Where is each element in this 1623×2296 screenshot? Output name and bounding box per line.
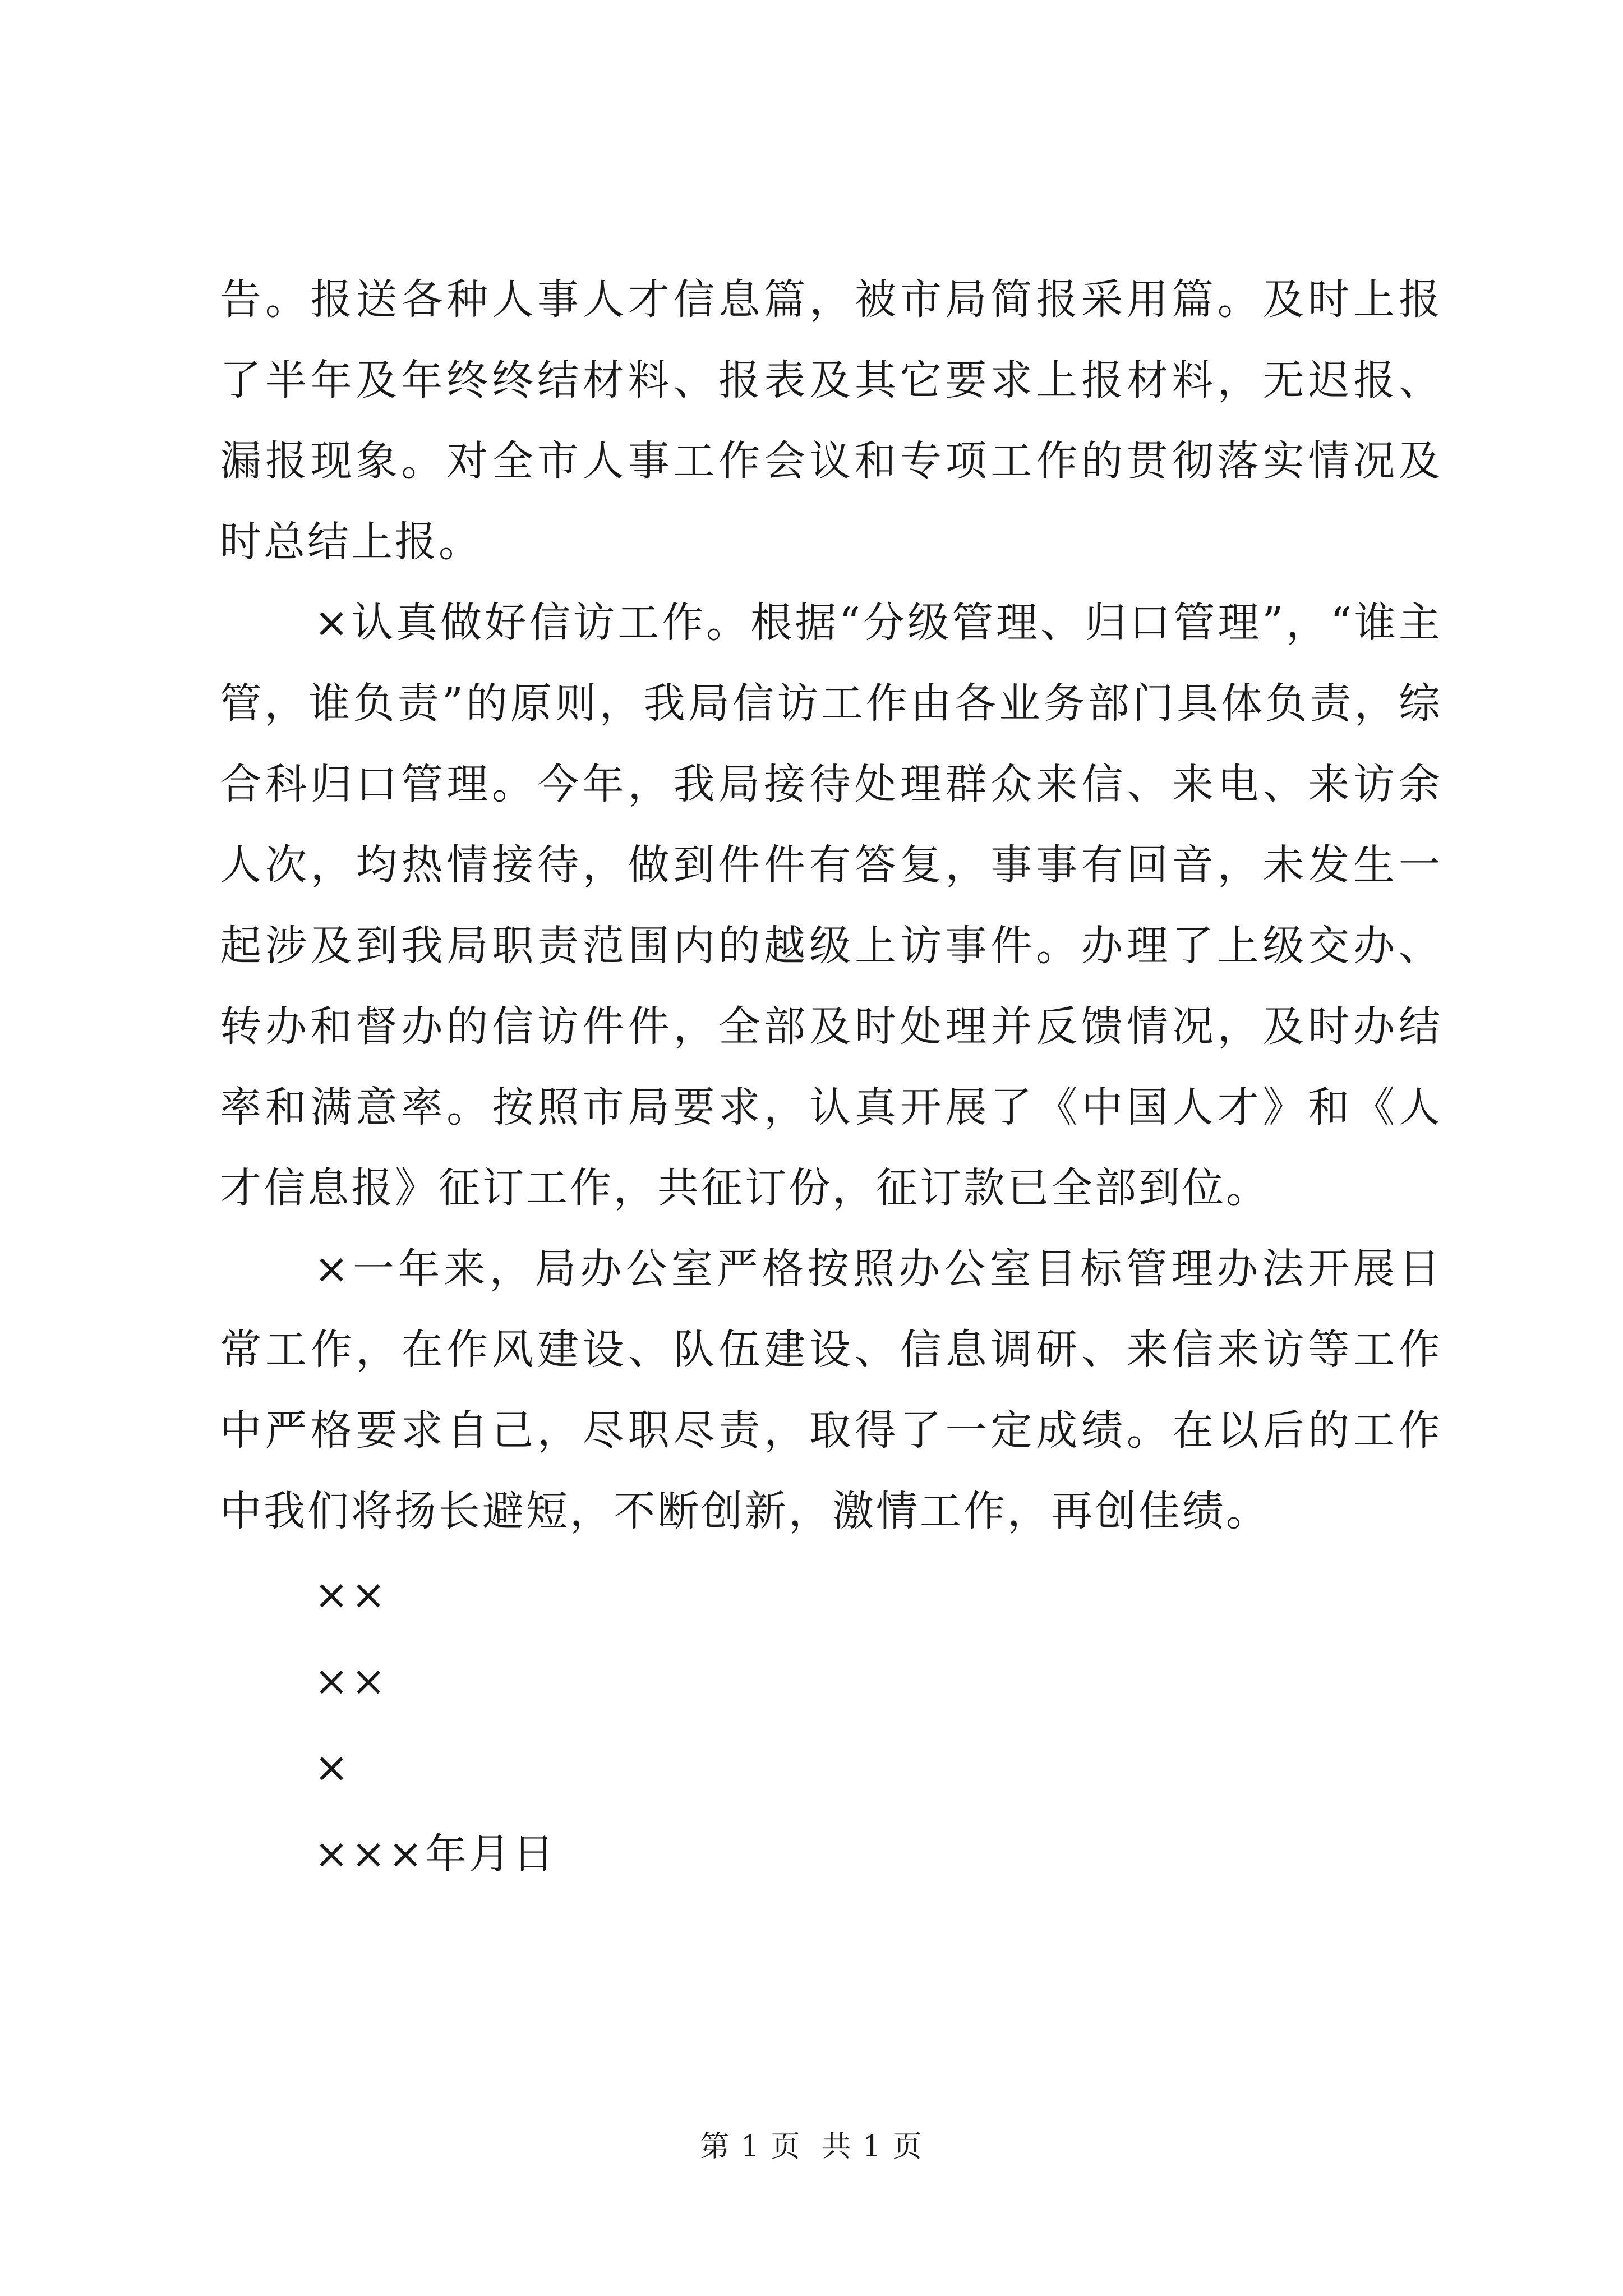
signature-block	[220, 1552, 1442, 1897]
signature-date: ×××年月日	[314, 1830, 557, 1878]
paragraph-summary: ×一年来，局办公室严格按照办公室目标管理办法开展日常工作，在作风建设、队伍建设、信息调研、来信来访等工作中严格要求自己，尽职尽责，取得了一定成绩。在以后的工作中我们将扬长避短，不断创新，激情工作，再创佳绩。	[220, 1245, 1442, 1535]
page-footer: 第 1 页 共 1 页	[700, 2130, 923, 2164]
signature-line-3: ×	[314, 1743, 352, 1792]
signature-line-2: ××	[314, 1657, 389, 1705]
signature-line-1: ××	[314, 1571, 389, 1619]
paragraph-continued: 告。报送各种人事人才信息篇，被市局简报采用篇。及时上报了半年及年终终结材料、报表及其它要求上报材料，无迟报、漏报现象。对全市人事工作会议和专项工作的贯彻落实情况及时总结上报。	[220, 275, 1442, 566]
document-body	[220, 259, 1442, 1897]
paragraph-petition-work: ×认真做好信访工作。根据“分级管理、归口管理”，“谁主管，谁负责”的原则，我局信访工作由各业务部门具体负责，综合科归口管理。今年，我局接待处理群众来信、来电、来访余人次，均热情接待，做到件件有答复，事事有回音，未发生一起涉及到我局职责范围内的越级上访事件。办理了上级交办、转办和督办的信访件件，全部及时处理并反馈情况，及时办结率和满意率。按照市局要求，认真开展了《中国人才》和《人才信息报》征订工作，共征订份，征订款已全部到位。	[220, 599, 1442, 1212]
